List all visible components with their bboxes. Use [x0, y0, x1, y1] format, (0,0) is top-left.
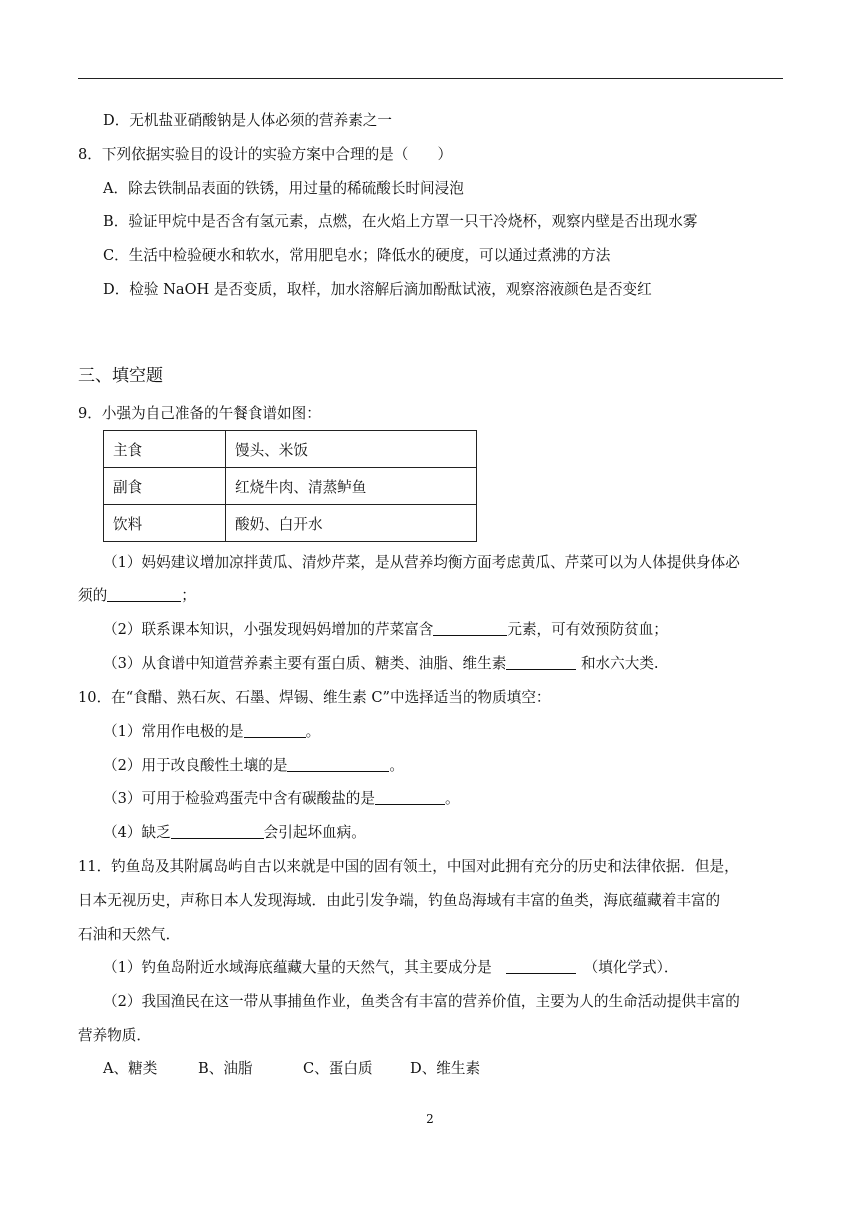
- table-cell: 红烧牛肉、清蒸鲈鱼: [226, 468, 477, 505]
- text: （4）缺乏: [103, 824, 171, 841]
- table-row: [104, 468, 477, 505]
- table-cell: 主食: [104, 431, 226, 468]
- q10-part1: [103, 722, 320, 742]
- text: 和水六大类.: [576, 655, 659, 672]
- text: 元素，可有效预防贫血；: [507, 621, 668, 638]
- q10-part3: [103, 789, 460, 809]
- q8-stem: 8．下列依据实验目的设计的实验方案中合理的是（ ）: [78, 146, 453, 163]
- q8-option-a: A．除去铁制品表面的铁锈，用过量的稀硫酸长时间浸泡: [103, 180, 464, 197]
- table-row: [104, 505, 477, 542]
- answer-blank[interactable]: [171, 824, 264, 839]
- q9-stem: 9．小强为自己准备的午餐食谱如图：: [78, 405, 321, 422]
- q9-part2: [103, 620, 668, 640]
- table-cell: 饮料: [104, 505, 226, 542]
- q8-option-c: C．生活中检验硬水和软水，常用肥皂水；降低水的硬度，可以通过煮沸的方法: [103, 247, 611, 264]
- q11-option-a: A、糖类: [103, 1060, 158, 1077]
- text: （2）联系课本知识，小强发现妈妈增加的芹菜富含: [103, 621, 434, 638]
- table-cell: 副食: [104, 468, 226, 505]
- q11-line1: 11．钓鱼岛及其附属岛屿自古以来就是中国的固有领土，中国对此拥有充分的历史和法律依据．但是，: [78, 858, 739, 875]
- q10-stem: 10．在“食醋、熟石灰、石墨、焊锡、维生素 C”中选择适当的物质填空：: [78, 689, 551, 706]
- page-number: 2: [426, 1112, 434, 1126]
- q8-option-d: D．检验 NaOH 是否变质，取样，加水溶解后滴加酚酞试液，观察溶液颜色是否变红: [103, 281, 652, 298]
- table-cell: 馒头、米饭: [226, 431, 477, 468]
- q9-part1-line2: [78, 586, 196, 606]
- q11-line3: 石油和天然气．: [78, 926, 181, 943]
- text: （3）从食谱中知道营养素主要有蛋白质、糖类、油脂、维生素: [103, 655, 507, 672]
- q11-option-c: C、蛋白质: [303, 1060, 373, 1077]
- answer-blank[interactable]: [506, 655, 576, 670]
- answer-blank[interactable]: [287, 757, 389, 772]
- q11-part1: [103, 958, 678, 978]
- q11-line2: 日本无视历史，声称日本人发现海域．由此引发争端，钓鱼岛海域有丰富的鱼类，海底蕴藏着丰富的: [78, 892, 721, 909]
- text: ；: [181, 587, 196, 604]
- q11-option-d: D、维生素: [410, 1060, 481, 1077]
- table-row: [104, 431, 477, 468]
- answer-blank[interactable]: [107, 587, 181, 602]
- q8-option-b: B．验证甲烷中是否含有氢元素，点燃，在火焰上方罩一只干冷烧杯，观察内壁是否出现水雾: [103, 213, 698, 230]
- answer-blank[interactable]: [506, 959, 576, 974]
- text: （1）钓鱼岛附近水域海底蕴藏大量的天然气，其主要成分是: [103, 959, 507, 976]
- q9-part1-line1: （1）妈妈建议增加凉拌黄瓜、清炒芹菜，是从营养均衡方面考虑黄瓜、芹菜可以为人体提供身体必: [103, 554, 740, 571]
- answer-blank[interactable]: [433, 621, 507, 636]
- text: （填化学式）．: [576, 959, 679, 976]
- header-rule: [78, 78, 783, 79]
- text: 。: [389, 757, 405, 774]
- text: （3）可用于检验鸡蛋壳中含有碳酸盐的是: [103, 790, 375, 807]
- lunch-menu-table: [103, 430, 477, 542]
- q10-part4: [103, 823, 366, 843]
- text: 。: [444, 790, 460, 807]
- text: 。: [305, 723, 321, 740]
- q9-part3: [103, 654, 659, 674]
- text: （1）常用作电极的是: [103, 723, 244, 740]
- section-title: 三、填空题: [78, 366, 163, 386]
- q11-options: [103, 1059, 480, 1079]
- q7-option-d: D．无机盐亚硝酸钠是人体必须的营养素之一: [103, 112, 392, 129]
- q10-part2: [103, 756, 404, 776]
- text: 须的: [78, 587, 108, 604]
- answer-blank[interactable]: [244, 723, 306, 738]
- text: （2）用于改良酸性土壤的是: [103, 757, 288, 774]
- table-cell: 酸奶、白开水: [226, 505, 477, 542]
- text: 会引起坏血病。: [263, 824, 366, 841]
- q11-part2-line1: （2）我国渔民在这一带从事捕鱼作业，鱼类含有丰富的营养价值，主要为人的生命活动提供丰富的: [103, 993, 740, 1010]
- q11-part2-line2: 营养物质．: [78, 1027, 151, 1044]
- answer-blank[interactable]: [375, 790, 445, 805]
- q11-option-b: B、油脂: [198, 1060, 253, 1077]
